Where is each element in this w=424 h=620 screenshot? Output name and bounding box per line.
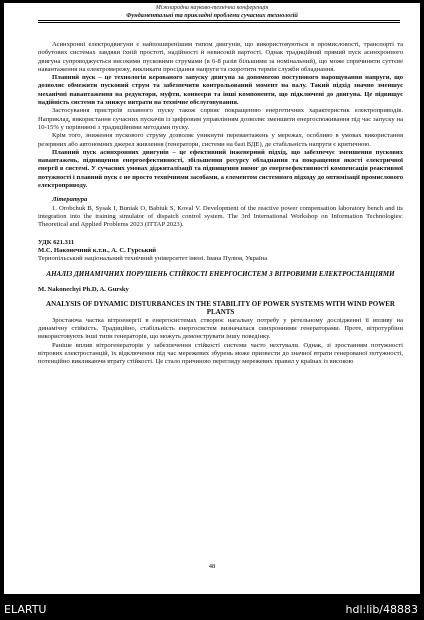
- affiliation: Тернопільський національний технічний університет імені. Івана Пулюя, Україна: [38, 255, 268, 263]
- paragraph: Плавний пуск асинхронних двигунів – це ефективний інженерний підхід, що забезпечує зменшення пускових навантажень, підвищення енергоефективності, збільшення ресурсу обладнання та покращення якості електричної енергії в системі. У сучасних умовах діджиталізації та підвищення вимог до енергоефективності компенсація реактивної потужності і плавний пуск є не просто технічними засобами, а елементом системного підходу до оптимізації промислового електроприводу.: [38, 148, 403, 190]
- authors-en: M. Nakonechyi Ph.D, A. Gursky: [38, 285, 129, 293]
- footer-repository-label: ELARTU: [4, 603, 47, 616]
- header-rule-thin: [38, 22, 400, 23]
- paragraph: Зростаюча частка вітроенергії в енергосистемах створює нагальну потребу у ретельному дослідженні її впливу на динамічну стійкість. Традиційно, стабільність енергосистем визначалася синхронними генераторами. Проте, вітротурбіни використовують інші типи генераторів, що можуть демонструвати іншу поведінку.: [38, 316, 403, 341]
- page-number: 48: [208, 563, 216, 570]
- paragraph: Плавний пуск – це технологія керованого запуску двигуна за допомогою поступового нарощування напруги, що дозволяє обмежити пусковий струм та забезпечити контрольований момент на валу. Такий підхід значно зменшує механічні навантаження на редуктори, муфти, конвеєри та інші компоненти, що підключені до двигуна. Це підвищує надійність системи та знижує витрати на технічне обслуговування.: [38, 74, 403, 107]
- article-title-ua: АНАЛІЗ ДИНАМІЧНИХ ПОРУШЕНЬ СТІЙКОСТІ ЕНЕРГОСИСТЕМ З ВІТРОВИМИ ЕЛЕКТРОСТАНЦІЯМИ: [46, 270, 395, 279]
- udc-code: УДК 621.311: [38, 238, 75, 246]
- reference-item: 1. Orobchuk B, Sysak I, Buniak O, Babiuk S, Koval V. Development of the reactive power compensation laboratory bench and its integration into the training simulator of dispatch control system. The 3rd International Workshop on Information Technologies: Theoretical and Applied Problems 2023 (ITTAP 2023).: [38, 204, 403, 229]
- running-header-topic: Фундаментальні та прикладні проблеми сучасних технологій: [126, 12, 298, 19]
- paragraph: Застосування пристроїв плавного пуску також сприяє покращенню енергетичних характеристик електроприводів. Наприклад, використання сучасних пускачів із цифровим управлінням дозволяє зменшити енергоспоживання під час запуску на 10-15% у порівнянні з традиційними методами пуску.: [38, 107, 403, 131]
- page-body: [38, 41, 403, 366]
- footer-handle: hdl:lib/48883: [345, 603, 418, 616]
- document-page: [4, 3, 420, 594]
- authors-ua: М.С. Наконечний к.т.н., А. С. Гурський: [38, 246, 157, 254]
- running-header-conference: Міжнародна науково-технічна конференція: [155, 5, 269, 11]
- literature-heading: Література: [52, 196, 88, 204]
- paragraph: Крім того, зниження пускового струму дозволяє уникнути перевантажень у мережах, особливо в умовах використання резервних або автономних джерел живлення (генератори, системи на базі ВДЕ), де стабільність напруги є критичною.: [38, 132, 403, 148]
- header-rule: [38, 20, 400, 21]
- paragraph: Асинхронні електродвигуни є найпоширенішим типом двигунів, що використовуються в промисловості, транспорті та побутових системах завдяки їхній простоті, надійності й невисокій вартості. Однак традиційний прямий пуск асинхронного двигуна супроводжується високими пусковими струмами (в 6-8 разів більшими за номінальний), що може спричинити суттєве навантаження на електромережу, викликати просідання напруги та скоротити термін служби обладнання.: [38, 41, 403, 73]
- paragraph: Раніше вплив вітрогенераторів у забезпечення стійкості системи часто нехтували. Однак, зі зростанням потужності вітрових електростанцій, їх відключення під час мережевих збурень може призвести до значної втрати генерованої потужності, потенційно викликаючи втрату стійкості. Це стало причиною перегляду мережевих правил у країнах із високою: [38, 341, 403, 366]
- article-title-en: ANALYSIS OF DYNAMIC DISTURBANCES IN THE STABILITY OF POWER SYSTEMS WITH WIND POWER PLANTS: [46, 300, 395, 317]
